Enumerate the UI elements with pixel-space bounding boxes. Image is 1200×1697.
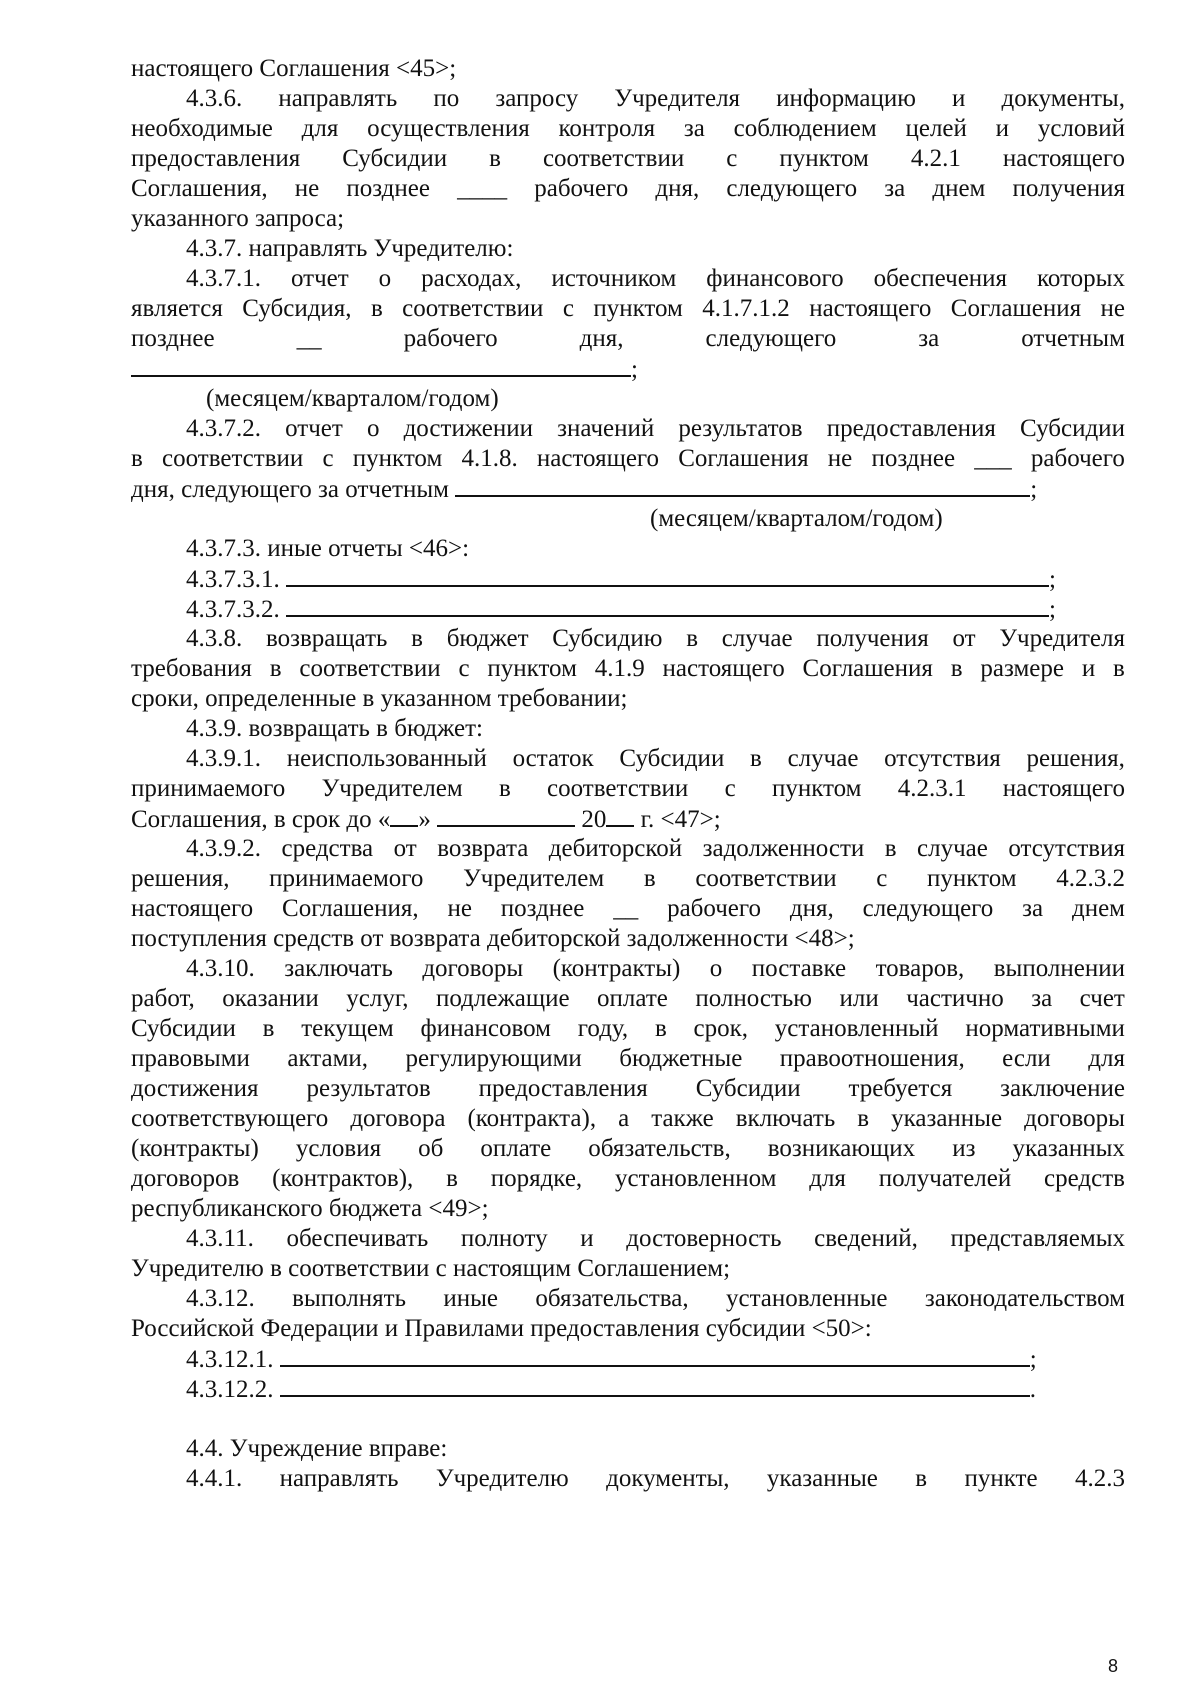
blank-line-row: ; (131, 353, 1125, 385)
text-line: 4.3.12. выполнять иные обязательства, установленные законодательством (186, 1285, 1125, 1312)
text-line: 4.3.10. заключать договоры (контракты) о поставке товаров, выполнении (186, 955, 1125, 982)
fill-in-blank (280, 1343, 1030, 1367)
text-line: 4.3.7.3. иные отчеты <46>: (186, 535, 470, 562)
caption: (месяцем/кварталом/годом) (206, 385, 499, 412)
text-line: работ, оказании услуг, подлежащие оплате полностью или частично за счет (131, 985, 1125, 1012)
text-line: 4.3.7.3.2. ; (186, 593, 1125, 625)
text-line: достижения результатов предоставления Субсидии требуется заключение (131, 1075, 1125, 1102)
text-line: 4.3.8. возвращать в бюджет Субсидию в случае получения от Учредителя (186, 625, 1125, 652)
fill-in-blank (390, 803, 418, 827)
page-number: 8 (1108, 1656, 1119, 1676)
text-line: указанного запроса; (131, 205, 345, 232)
text-line: 4.3.7.3.1. ; (186, 563, 1125, 595)
text-line: является Субсидия, в соответствии с пунктом 4.1.7.1.2 настоящего Соглашения не (131, 295, 1125, 322)
text-line: соответствующего договора (контракта), а также включать в указанные договоры (131, 1105, 1125, 1132)
text-line: настоящего Соглашения, не позднее __ рабочего дня, следующего за днем (131, 895, 1125, 922)
text-line: принимаемого Учредителем в соответствии с пунктом 4.2.3.1 настоящего (131, 775, 1125, 802)
fill-in-blank (286, 563, 1049, 587)
text-line: дня, следующего за отчетным ; (131, 473, 1125, 505)
text-line: 4.3.9. возвращать в бюджет: (186, 715, 483, 742)
fill-in-blank (131, 353, 631, 377)
text-line: 4.3.12.2. . (186, 1373, 1125, 1405)
text-line: 4.3.9.1. неиспользованный остаток Субсидии в случае отсутствия решения, (186, 745, 1125, 772)
text-line: республиканского бюджета <49>; (131, 1195, 489, 1222)
fill-in-blank (437, 803, 575, 827)
text-line: необходимые для осуществления контроля за соблюдением целей и условий (131, 115, 1125, 142)
fill-in-blank (286, 593, 1049, 617)
section-heading: 4.4. Учреждение вправе: (186, 1435, 448, 1462)
fill-in-blank (606, 803, 634, 827)
text-line: правовыми актами, регулирующими бюджетные правоотношения, если для (131, 1045, 1125, 1072)
text-line: требования в соответствии с пунктом 4.1.9 настоящего Соглашения в размере и в (131, 655, 1125, 682)
text-line: 4.3.11. обеспечивать полноту и достоверность сведений, представляемых (186, 1225, 1125, 1252)
caption: (месяцем/кварталом/годом) (650, 505, 943, 532)
text-line: поступления средств от возврата дебиторской задолженности <48>; (131, 925, 855, 952)
text-line: 4.3.7.1. отчет о расходах, источником финансового обеспечения которых (186, 265, 1125, 292)
text-line: 4.3.6. направлять по запросу Учредителя информацию и документы, (186, 85, 1125, 112)
text-line: позднее __ рабочего дня, следующего за отчетным (131, 325, 1125, 352)
text-line: Соглашения, не позднее ____ рабочего дня, следующего за днем получения (131, 175, 1125, 202)
fill-in-blank (455, 473, 1030, 497)
fill-in-blank (280, 1373, 1030, 1397)
text-line: настоящего Соглашения <45>; (131, 55, 457, 82)
text-line: 4.3.9.2. средства от возврата дебиторской задолженности в случае отсутствия (186, 835, 1125, 862)
text-line: предоставления Субсидии в соответствии с пунктом 4.2.1 настоящего (131, 145, 1125, 172)
text-line: 4.3.7. направлять Учредителю: (186, 235, 514, 262)
text-line: Субсидии в текущем финансовом году, в срок, установленный нормативными (131, 1015, 1125, 1042)
text-line: Соглашения, в срок до « » 20 г. <47>; (131, 803, 1125, 835)
text-line: в соответствии с пунктом 4.1.8. настоящего Соглашения не позднее ___ рабочего (131, 445, 1125, 472)
text-line: сроки, определенные в указанном требовании; (131, 685, 628, 712)
text-line: 4.3.12.1. ; (186, 1343, 1125, 1375)
text-line: договоров (контрактов), в порядке, установленном для получателей средств (131, 1165, 1125, 1192)
text-line: (контракты) условия об оплате обязательств, возникающих из указанных (131, 1135, 1125, 1162)
text-line: решения, принимаемого Учредителем в соответствии с пунктом 4.2.3.2 (131, 865, 1125, 892)
text-line: 4.4.1. направлять Учредителю документы, указанные в пункте 4.2.3 (186, 1465, 1125, 1492)
text-line: 4.3.7.2. отчет о достижении значений результатов предоставления Субсидии (186, 415, 1125, 442)
text-line: Учредителю в соответствии с настоящим Соглашением; (131, 1255, 731, 1282)
text-line: Российской Федерации и Правилами предоставления субсидии <50>: (131, 1315, 872, 1342)
